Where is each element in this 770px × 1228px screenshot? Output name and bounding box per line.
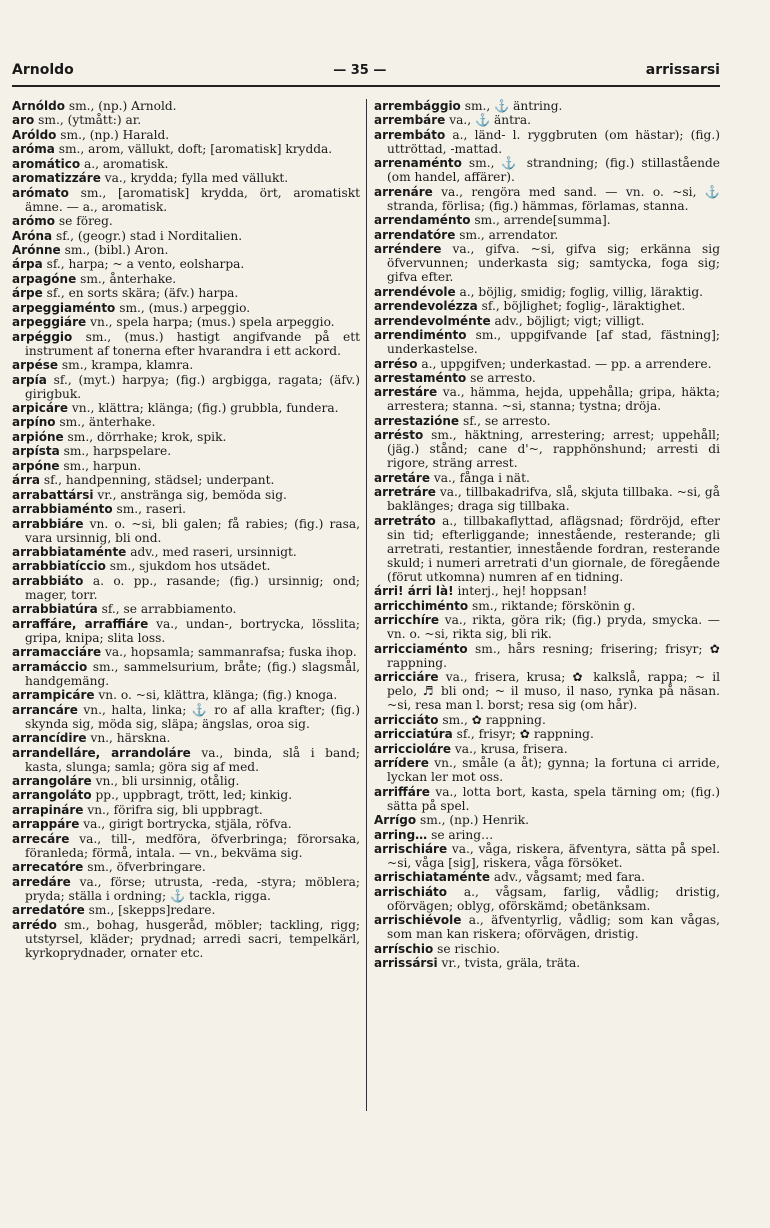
entry-definition: sm., ⚓ strandning; (fig.) stillastående (om handel, affärer). xyxy=(387,156,721,185)
entry-headword: arrischiévole xyxy=(374,913,462,928)
dictionary-entry xyxy=(374,727,720,741)
entry-headword: arrecatóre xyxy=(12,860,84,875)
entry-headword: aróma xyxy=(12,142,55,157)
dictionary-entry xyxy=(374,371,720,385)
dictionary-entry xyxy=(374,128,720,156)
entry-headword: arrabbiatúra xyxy=(12,602,98,617)
entry-headword: Aróna xyxy=(12,228,53,243)
dictionary-entry xyxy=(374,428,720,470)
entry-headword: arramacciáre xyxy=(12,645,102,660)
dictionary-entry xyxy=(374,213,720,227)
entry-definition: sm., (np.) Henrik. xyxy=(419,813,529,828)
dictionary-entry xyxy=(374,285,720,299)
entry-headword: arricciáre xyxy=(374,670,439,685)
entry-definition: sm., (ytmått:) ar. xyxy=(38,113,142,128)
dictionary-entry xyxy=(12,401,360,415)
entry-headword: Aróldo xyxy=(12,127,57,142)
page-number: — 35 — xyxy=(333,63,387,78)
dictionary-entry xyxy=(12,186,360,214)
dictionary-entry xyxy=(374,713,720,727)
dictionary-entry xyxy=(12,574,360,602)
dictionary-entry xyxy=(374,185,720,213)
entry-headword: arrandelláre, arrandoláre xyxy=(12,745,191,760)
entry-headword: arrésto xyxy=(374,428,424,443)
entry-definition: sm., raseri. xyxy=(116,502,187,517)
entry-headword: arrangoláto xyxy=(12,788,92,803)
entry-headword: arrangoláre xyxy=(12,774,92,789)
header-first-word: Arnoldo xyxy=(12,62,74,78)
dictionary-entry xyxy=(12,157,360,171)
dictionary-entry xyxy=(374,357,720,371)
entry-headword: arrenaménto xyxy=(374,156,462,171)
dictionary-entry xyxy=(12,688,360,702)
dictionary-entry xyxy=(12,142,360,156)
entry-definition: sm., ⚓ äntring. xyxy=(464,99,563,113)
left-column xyxy=(12,99,366,971)
entry-headword: arricciáto xyxy=(374,712,439,727)
dictionary-entry xyxy=(12,774,360,788)
dictionary-entry xyxy=(374,670,720,712)
dictionary-entry xyxy=(12,645,360,659)
entry-headword: arpése xyxy=(12,358,59,373)
entry-definition: sm., harpspelare. xyxy=(63,444,172,459)
dictionary-entry xyxy=(12,459,360,473)
entry-headword: arramáccio xyxy=(12,659,88,674)
dictionary-entry xyxy=(12,171,360,185)
entry-headword: arréso xyxy=(374,356,418,371)
entry-definition: vn., bli ursinnig, otålig. xyxy=(95,774,240,789)
dictionary-entry xyxy=(374,113,720,127)
dictionary-entry xyxy=(12,373,360,401)
entry-definition: sf., böjlighet; foglig-, läraktighet. xyxy=(481,299,686,314)
entry-definition: va., ⚓ äntra. xyxy=(449,113,532,128)
dictionary-entry xyxy=(12,128,360,142)
dictionary-entry xyxy=(374,414,720,428)
entry-definition: va., till-, medföra, öfverbringa; förorsaka, föranleda; förmå, intala. — vn., bekväma sig. xyxy=(25,831,360,860)
entry-definition: se aring… xyxy=(431,827,494,842)
dictionary-entry xyxy=(12,257,360,271)
entry-headword: arrestazióne xyxy=(374,413,460,428)
entry-definition: se rischio. xyxy=(437,941,500,956)
entry-definition: sm., [skepps]redare. xyxy=(88,903,216,918)
dictionary-entry xyxy=(374,99,720,113)
entry-definition: sf., en sorts skära; (äfv.) harpa. xyxy=(46,286,239,301)
dictionary-entry xyxy=(374,642,720,670)
entry-headword: arrabbiáre xyxy=(12,516,84,531)
entry-definition: vn., småle (a åt); gynna; la fortuna ci arride, lyckan ler mot oss. xyxy=(387,756,720,785)
dictionary-entry xyxy=(374,514,720,584)
entry-definition: sf., (myt.) harpya; (fig.) argbigga, ragata; (äfv.) girigbuk. xyxy=(25,372,360,401)
dictionary-entry xyxy=(12,315,360,329)
dictionary-entry xyxy=(374,942,720,956)
entry-headword: Arrígo xyxy=(374,813,417,828)
entry-definition: sm., häktning, arrestering; arrest; uppehåll; (jäg.) stånd; cane d'~, rapphönshund; arresti di rigore, sträng arrest. xyxy=(387,428,720,471)
entry-definition: va., frisera, krusa; ✿ kalkslå, rappa; ~ il pelo, ♬ bli ond; ~ il muso, il naso, rynka på näsan. ~si, resa man l. borst; resa sig (om hår). xyxy=(387,670,721,713)
entry-definition: va., rikta, göra rik; (fig.) pryda, smycka. — vn. o. ~si, rikta sig, bli rik. xyxy=(387,613,720,642)
dictionary-entry xyxy=(374,314,720,328)
dictionary-entry xyxy=(374,599,720,613)
entry-headword: aromático xyxy=(12,156,81,171)
entry-definition: vr., anstränga sig, bemöda sig. xyxy=(97,487,287,502)
entry-definition: va., hopsamla; sammanrafsa; fuska ihop. xyxy=(105,645,357,660)
entry-definition: sm., bohag, husgeråd, möbler; tackling, rigg; utstyrsel, kläder; prydnad; arredi sacri, tempelkärl, kyrkoprydnader, ornater etc. xyxy=(25,917,360,960)
dictionary-entry xyxy=(12,703,360,731)
page-header xyxy=(12,56,720,78)
entry-definition: sf., harpa; ~ a vento, eolsharpa. xyxy=(46,257,245,272)
entry-definition: sm., uppgifvande [af stad, fästning]; underkastelse. xyxy=(387,328,720,357)
entry-definition: va., krusa, frisera. xyxy=(454,741,568,756)
entry-headword: aro xyxy=(12,113,35,128)
entry-headword: arricchiménto xyxy=(374,598,469,613)
entry-definition: sm., änterhake. xyxy=(59,415,156,430)
entry-definition: vn., spela harpa; (mus.) spela arpeggio. xyxy=(90,315,335,330)
entry-definition: sm., (mus.) arpeggio. xyxy=(119,300,251,315)
dictionary-entry xyxy=(12,272,360,286)
entry-headword: arrappáre xyxy=(12,817,80,832)
entry-definition: se arresto. xyxy=(470,370,536,385)
entry-headword: arrendevolézza xyxy=(374,299,478,314)
entry-headword: arrapináre xyxy=(12,802,84,817)
entry-headword: árra xyxy=(12,473,41,488)
entry-definition: a., länd- l. ryggbruten (om hästar); (fig.) uttröttad, -mattad. xyxy=(387,127,720,156)
entry-headword: arómo xyxy=(12,214,56,229)
entry-headword: arrancídire xyxy=(12,731,87,746)
column-divider xyxy=(366,99,367,1111)
dictionary-entry xyxy=(12,488,360,502)
entry-definition: sm., harpun. xyxy=(63,458,142,473)
dictionary-entry xyxy=(374,785,720,813)
entry-headword: árri! árri là! xyxy=(374,584,454,599)
dictionary-entry xyxy=(12,286,360,300)
entry-definition: sm., [aromatisk] krydda, ört, aromatiskt ämne. — a., aromatisk. xyxy=(25,185,360,214)
dictionary-entry xyxy=(12,99,360,113)
entry-definition: adv., böjligt; vigt; villigt. xyxy=(494,313,645,328)
dictionary-entry xyxy=(374,756,720,784)
entry-definition: sm., (mus.) hastigt angifvande på ett instrument af tonerna efter hvarandra i ett ackord. xyxy=(25,329,360,358)
entry-definition: sm., riktande; förskönin g. xyxy=(471,598,636,613)
entry-definition: vn., härskna. xyxy=(90,731,171,746)
entry-definition: a., vågsam, farlig, vådlig; dristig, oförvägen; oblyg, oförskämd; obetänksam. xyxy=(387,884,720,913)
dictionary-entry xyxy=(374,156,720,184)
entry-definition: a. o. pp., rasande; (fig.) ursinnig; ond; mager, torr. xyxy=(25,573,361,602)
entry-headword: arrabbiáto xyxy=(12,573,84,588)
dictionary-entry xyxy=(12,903,360,917)
entry-headword: arpicáre xyxy=(12,401,68,416)
entry-headword: Arnóldo xyxy=(12,99,65,113)
dictionary-entry xyxy=(374,813,720,827)
dictionary-entry xyxy=(374,613,720,641)
entry-headword: arpía xyxy=(12,372,47,387)
entry-headword: arredatóre xyxy=(12,903,85,918)
entry-headword: arpagóne xyxy=(12,271,77,286)
dictionary-entry xyxy=(12,330,360,358)
header-rule xyxy=(12,85,720,87)
entry-definition: va., krydda; fylla med vällukt. xyxy=(104,171,289,186)
dictionary-entry xyxy=(374,328,720,356)
dictionary-entry xyxy=(12,660,360,688)
dictionary-entry xyxy=(374,299,720,313)
dictionary-entry xyxy=(12,731,360,745)
entry-headword: arredáre xyxy=(12,874,71,889)
entry-headword: arrischiataménte xyxy=(374,870,490,885)
dictionary-entry xyxy=(12,214,360,228)
entry-headword: arpísta xyxy=(12,444,60,459)
entry-headword: arómato xyxy=(12,185,69,200)
dictionary-entry xyxy=(374,385,720,413)
header-last-word: arrissarsi xyxy=(645,62,720,78)
dictionary-entry xyxy=(374,870,720,884)
entry-definition: va., våga, riskera, äfventyra, sätta på spel. ~si, våga [sig], riskera, våga försöket. xyxy=(387,841,720,870)
entry-definition: sm., sjukdom hos utsädet. xyxy=(109,559,271,574)
dictionary-entry xyxy=(12,517,360,545)
entry-definition: sf., se arrabbiamento. xyxy=(101,602,237,617)
dictionary-entry xyxy=(374,885,720,913)
entry-headword: arrischiáre xyxy=(374,841,448,856)
dictionary-entry xyxy=(12,301,360,315)
entry-definition: va., girigt bortrycka, stjäla, röfva. xyxy=(83,817,292,832)
entry-headword: arpíno xyxy=(12,415,56,430)
dictionary-entry xyxy=(374,242,720,284)
entry-definition: vn., klättra; klänga; (fig.) grubbla, fundera. xyxy=(71,401,339,416)
entry-definition: sm., (np.) Arnold. xyxy=(68,99,177,113)
dictionary-entry xyxy=(374,228,720,242)
entry-definition: sm., (np.) Harald. xyxy=(60,127,170,142)
entry-headword: arpóne xyxy=(12,458,60,473)
dictionary-entry xyxy=(12,602,360,616)
entry-headword: arrembáto xyxy=(374,127,446,142)
entry-headword: arrendatóre xyxy=(374,227,456,242)
entry-headword: arrestaménto xyxy=(374,370,467,385)
entry-definition: sm., sammelsurium, bråte; (fig.) slagsmål, handgemäng. xyxy=(25,659,360,688)
entry-columns xyxy=(12,99,720,971)
entry-headword: aromatizzáre xyxy=(12,171,101,186)
entry-definition: a., böjlig, smidig; foglig, villig, läraktig. xyxy=(459,284,704,299)
entry-headword: arrendévole xyxy=(374,284,456,299)
entry-definition: sm., ✿ rappning. xyxy=(442,712,546,727)
entry-headword: arréndere xyxy=(374,242,442,257)
entry-definition: va., gifva. ~si, gifva sig; erkänna sig öfvervunnen; underkasta sig; samtycka, foga sig; gifva efter. xyxy=(387,242,720,285)
entry-headword: arring… xyxy=(374,827,428,842)
dictionary-entry xyxy=(12,817,360,831)
dictionary-entry xyxy=(12,243,360,257)
entry-headword: arricciaménto xyxy=(374,641,468,656)
dictionary-entry xyxy=(374,584,720,598)
entry-headword: arrischiáto xyxy=(374,884,448,899)
entry-definition: sf., handpenning, städsel; underpant. xyxy=(43,473,275,488)
entry-headword: arrampicáre xyxy=(12,688,95,703)
entry-definition: sm., arrende[summa]. xyxy=(474,213,611,228)
entry-definition: a., uppgifven; underkastad. — pp. a arrendere. xyxy=(421,356,712,371)
entry-headword: arrecáre xyxy=(12,831,70,846)
entry-definition: vr., tvista, gräla, träta. xyxy=(441,956,581,971)
right-column xyxy=(366,99,720,971)
dictionary-entry xyxy=(374,471,720,485)
dictionary-entry xyxy=(374,842,720,870)
entry-definition: sm., dörrhake; krok, spik. xyxy=(67,429,227,444)
entry-definition: sm., krampa, klamra. xyxy=(61,358,194,373)
entry-definition: sm., ånterhake. xyxy=(80,271,177,286)
entry-headword: arrabbiaménto xyxy=(12,502,113,517)
entry-headword: arpéggio xyxy=(12,329,73,344)
entry-definition: interj., hej! hoppsan! xyxy=(457,584,588,599)
entry-headword: arrendiménto xyxy=(374,328,467,343)
dictionary-entry xyxy=(12,473,360,487)
entry-headword: arrancáre xyxy=(12,702,78,717)
dictionary-entry xyxy=(12,430,360,444)
entry-definition: adv., med raseri, ursinnigt. xyxy=(130,545,297,559)
entry-headword: arretáre xyxy=(374,470,430,485)
dictionary-entry xyxy=(12,860,360,874)
dictionary-entry xyxy=(12,918,360,960)
entry-definition: va., binda, slå i band; kasta, slunga; samla; göra sig af med. xyxy=(25,745,360,774)
entry-headword: arrendevolménte xyxy=(374,313,491,328)
dictionary-entry xyxy=(374,913,720,941)
dictionary-entry xyxy=(12,444,360,458)
entry-definition: sf., (geogr.) stad i Norditalien. xyxy=(55,228,243,243)
entry-definition: vn., halta, linka; ⚓ ro af alla krafter; (fig.) skynda sig, möda sig, släpa; ängslas, oroa sig. xyxy=(25,702,360,731)
entry-definition: vn. o. ~si, klättra, klänga; (fig.) knoga. xyxy=(98,688,338,703)
entry-headword: arpeggiaménto xyxy=(12,300,116,315)
dictionary-entry xyxy=(12,559,360,573)
entry-definition: sm., hårs resning; frisering; frisyr; ✿ rappning. xyxy=(387,641,721,670)
dictionary-entry xyxy=(12,358,360,372)
entry-headword: árpe xyxy=(12,286,43,301)
entry-headword: arrabbiataménte xyxy=(12,545,127,559)
entry-headword: árpa xyxy=(12,257,43,272)
entry-headword: arrabattársi xyxy=(12,487,94,502)
entry-definition: se föreg. xyxy=(58,214,113,229)
entry-headword: arrenáre xyxy=(374,184,433,199)
entry-headword: arricchíre xyxy=(374,613,439,628)
entry-headword: arraffáre, arraffiáre xyxy=(12,616,149,631)
dictionary-entry xyxy=(12,875,360,903)
entry-definition: pp., uppbragt, trött, led; kinkig. xyxy=(95,788,293,803)
dictionary-entry xyxy=(12,545,360,559)
entry-headword: arriffáre xyxy=(374,784,430,799)
entry-definition: va., förse; utrusta, -reda, -styra; möblera; pryda; ställa i ordning; ⚓ tackla, rigga. xyxy=(25,874,360,903)
entry-headword: arricciolάre xyxy=(374,741,452,756)
entry-definition: sm., (bibl.) Aron. xyxy=(64,242,169,257)
entry-definition: vn. o. ~si, bli galen; få rabies; (fig.) rasa, vara ursinnig, bli ond. xyxy=(25,516,361,545)
entry-headword: arrídere xyxy=(374,756,429,771)
dictionary-entry xyxy=(12,617,360,645)
entry-headword: Arónne xyxy=(12,242,61,257)
entry-headword: arrédo xyxy=(12,917,57,932)
dictionary-entry xyxy=(12,832,360,860)
entry-definition: a., tillbakaflyttad, aflägsnad; fördröjd, efter sin tid; efterliggande; innestående, resterande; gli arretrati, restantier, innestående fordran, resterande skuld; i numeri arretrati d'un giornale, de föregående (förut utkomna) numren af en tidning. xyxy=(387,513,720,584)
entry-definition: va., fånga i nät. xyxy=(433,470,530,485)
entry-headword: arretráre xyxy=(374,485,436,500)
entry-definition: sf., se arresto. xyxy=(462,413,551,428)
entry-definition: va., lotta bort, kasta, spela tärning om; (fig.) sätta på spel. xyxy=(387,784,720,813)
entry-headword: arrembáre xyxy=(374,113,446,128)
entry-headword: arríschio xyxy=(374,941,434,956)
entry-headword: arpióne xyxy=(12,429,64,444)
entry-headword: arricciatúra xyxy=(374,727,453,742)
entry-headword: arretráto xyxy=(374,513,436,528)
dictionary-entry xyxy=(12,746,360,774)
dictionary-entry xyxy=(12,803,360,817)
entry-headword: arrendaménto xyxy=(374,213,471,228)
entry-definition: vn., förifra sig, bli uppbragt. xyxy=(87,802,263,817)
dictionary-entry xyxy=(12,229,360,243)
entry-definition: va., undan-, bortrycka, lösslita; gripa, knipa; slita loss. xyxy=(25,616,360,645)
entry-definition: va., rengöra med sand. — vn. o. ~si, ⚓ stranda, förlisa; (fig.) hämmas, förlamas, stanna. xyxy=(387,184,720,213)
dictionary-entry xyxy=(12,788,360,802)
entry-definition: va., tillbakadrifva, slå, skjuta tillbaka. ~si, gå baklänges; draga sig tillbaka. xyxy=(387,485,721,514)
entry-definition: va., hämma, hejda, uppehålla; gripa, häkta; arrestera; stanna. ~si, stanna; tystna; dröja. xyxy=(387,385,720,414)
entry-headword: arpeggiáre xyxy=(12,315,87,330)
dictionary-entry xyxy=(12,113,360,127)
entry-definition: sm., arrendator. xyxy=(459,227,559,242)
entry-headword: arrembággio xyxy=(374,99,461,113)
dictionary-entry xyxy=(374,485,720,513)
dictionary-entry xyxy=(374,828,720,842)
dictionary-entry xyxy=(12,502,360,516)
entry-definition: adv., vågsamt; med fara. xyxy=(493,870,646,885)
entry-headword: arrissársi xyxy=(374,956,438,971)
entry-headword: arrabbiatíccio xyxy=(12,559,106,574)
entry-definition: sm., öfverbringare. xyxy=(87,860,206,875)
entry-headword: arrestáre xyxy=(374,385,438,400)
dictionary-entry xyxy=(374,742,720,756)
dictionary-entry xyxy=(374,956,720,970)
entry-definition: sm., arom, vällukt, doft; [aromatisk] krydda. xyxy=(58,142,333,157)
entry-definition: a., aromatisk. xyxy=(83,156,169,171)
entry-definition: sf., frisyr; ✿ rappning. xyxy=(456,727,594,742)
dictionary-entry xyxy=(12,415,360,429)
entry-definition: a., äfventyrlig, vådlig; som kan vågas, som man kan riskera; oförvägen, dristig. xyxy=(387,913,721,942)
